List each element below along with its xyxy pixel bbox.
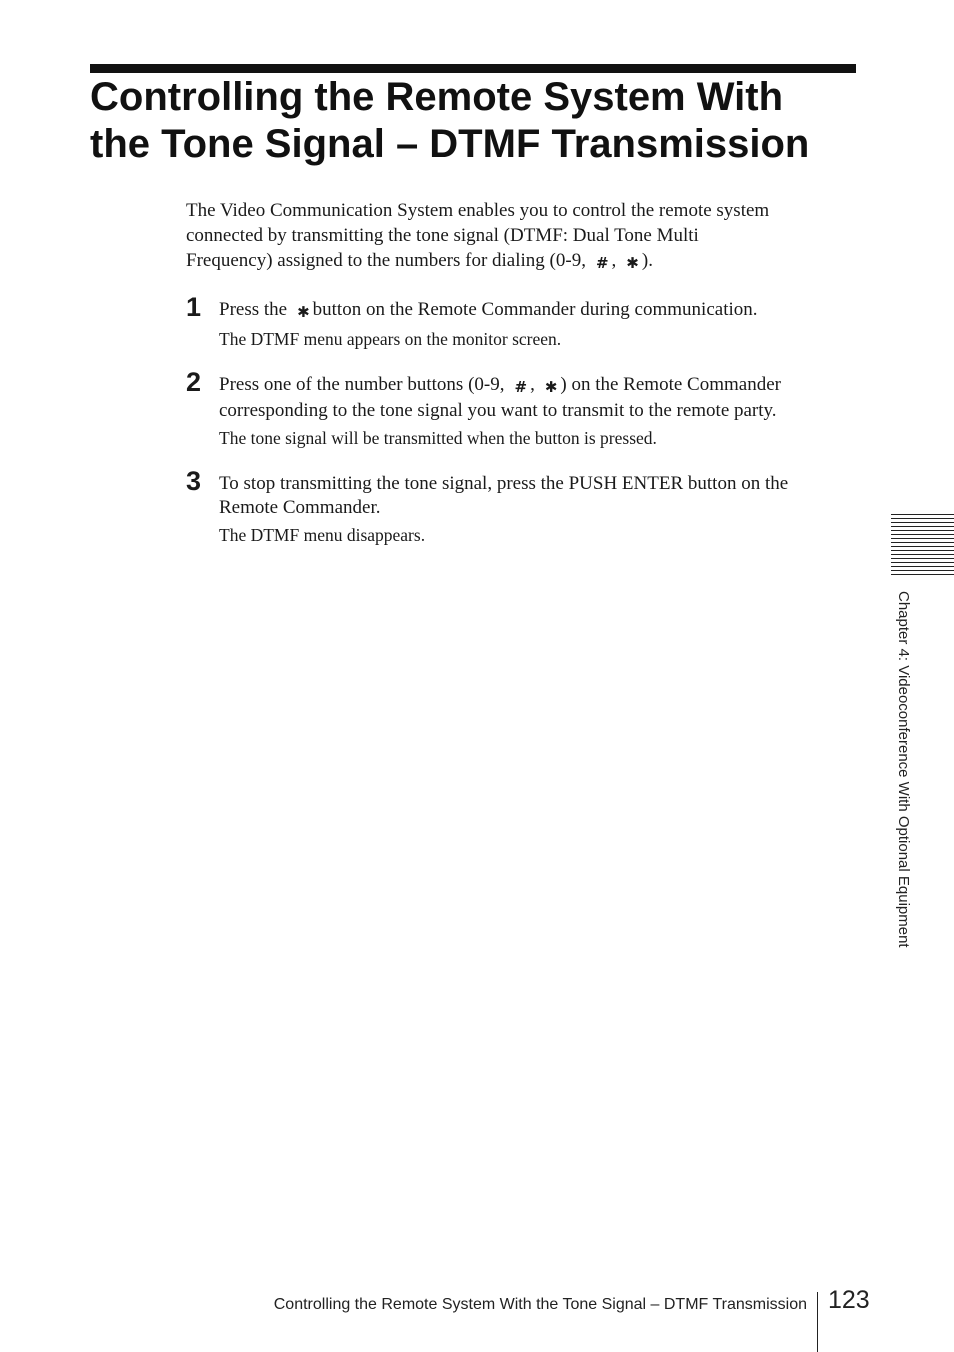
step-2 <box>186 367 858 449</box>
step-number: 3 <box>186 466 202 496</box>
heading-rule <box>90 64 856 73</box>
step-2-separator: , <box>530 374 535 395</box>
step-instruction <box>219 472 858 520</box>
step-2-text-start: Press one of the number buttons (0-9, <box>219 374 505 395</box>
page-title-line-2: the Tone Signal – DTMF Transmission <box>90 122 810 166</box>
page-number: 123 <box>828 1286 870 1314</box>
step-3 <box>186 466 858 546</box>
intro-line-3-start: Frequency) assigned to the numbers for dialing (0-9, <box>186 250 586 271</box>
hash-icon: # <box>595 254 609 272</box>
star-icon: ✱ <box>626 254 639 272</box>
step-1 <box>186 292 858 350</box>
intro-paragraph <box>186 198 858 276</box>
page-title <box>90 74 860 168</box>
intro-separator: , <box>611 250 617 271</box>
intro-line-2: connected by transmitting the tone signal (DTMF: Dual Tone Multi <box>186 225 699 246</box>
step-2-text-end: ) on the Remote Commander <box>560 374 781 395</box>
step-instruction <box>219 373 858 423</box>
intro-line-3-end: ). <box>641 250 653 271</box>
footer-divider <box>817 1292 818 1352</box>
page-title-line-1: Controlling the Remote System With <box>90 75 784 119</box>
step-3-text-line-1: To stop transmitting the tone signal, press the PUSH ENTER button on the <box>219 473 789 494</box>
star-icon: ✱ <box>544 378 558 396</box>
footer-running-title: Controlling the Remote System With the Tone Signal – DTMF Transmission <box>273 1296 807 1313</box>
step-3-text-line-2: Remote Commander. <box>219 497 381 518</box>
chapter-tab-lines <box>891 514 954 578</box>
step-2-text-line-2: corresponding to the tone signal you want to transmit to the remote party. <box>219 400 777 421</box>
step-1-text-start: Press the <box>219 299 288 320</box>
step-number: 2 <box>186 367 202 397</box>
step-1-text-end: button on the Remote Commander during communication. <box>312 299 758 320</box>
step-result: The DTMF menu appears on the monitor screen. <box>219 329 562 349</box>
intro-line-1: The Video Communication System enables you to control the remote system <box>186 200 770 221</box>
step-instruction <box>219 298 858 324</box>
chapter-side-label: Chapter 4: Videoconference With Optional Equipment <box>895 591 912 948</box>
step-result: The tone signal will be transmitted when the button is pressed. <box>219 428 657 448</box>
step-result: The DTMF menu disappears. <box>219 525 426 545</box>
step-number: 1 <box>186 292 202 322</box>
star-icon: ✱ <box>297 303 310 321</box>
hash-icon: # <box>514 378 528 396</box>
